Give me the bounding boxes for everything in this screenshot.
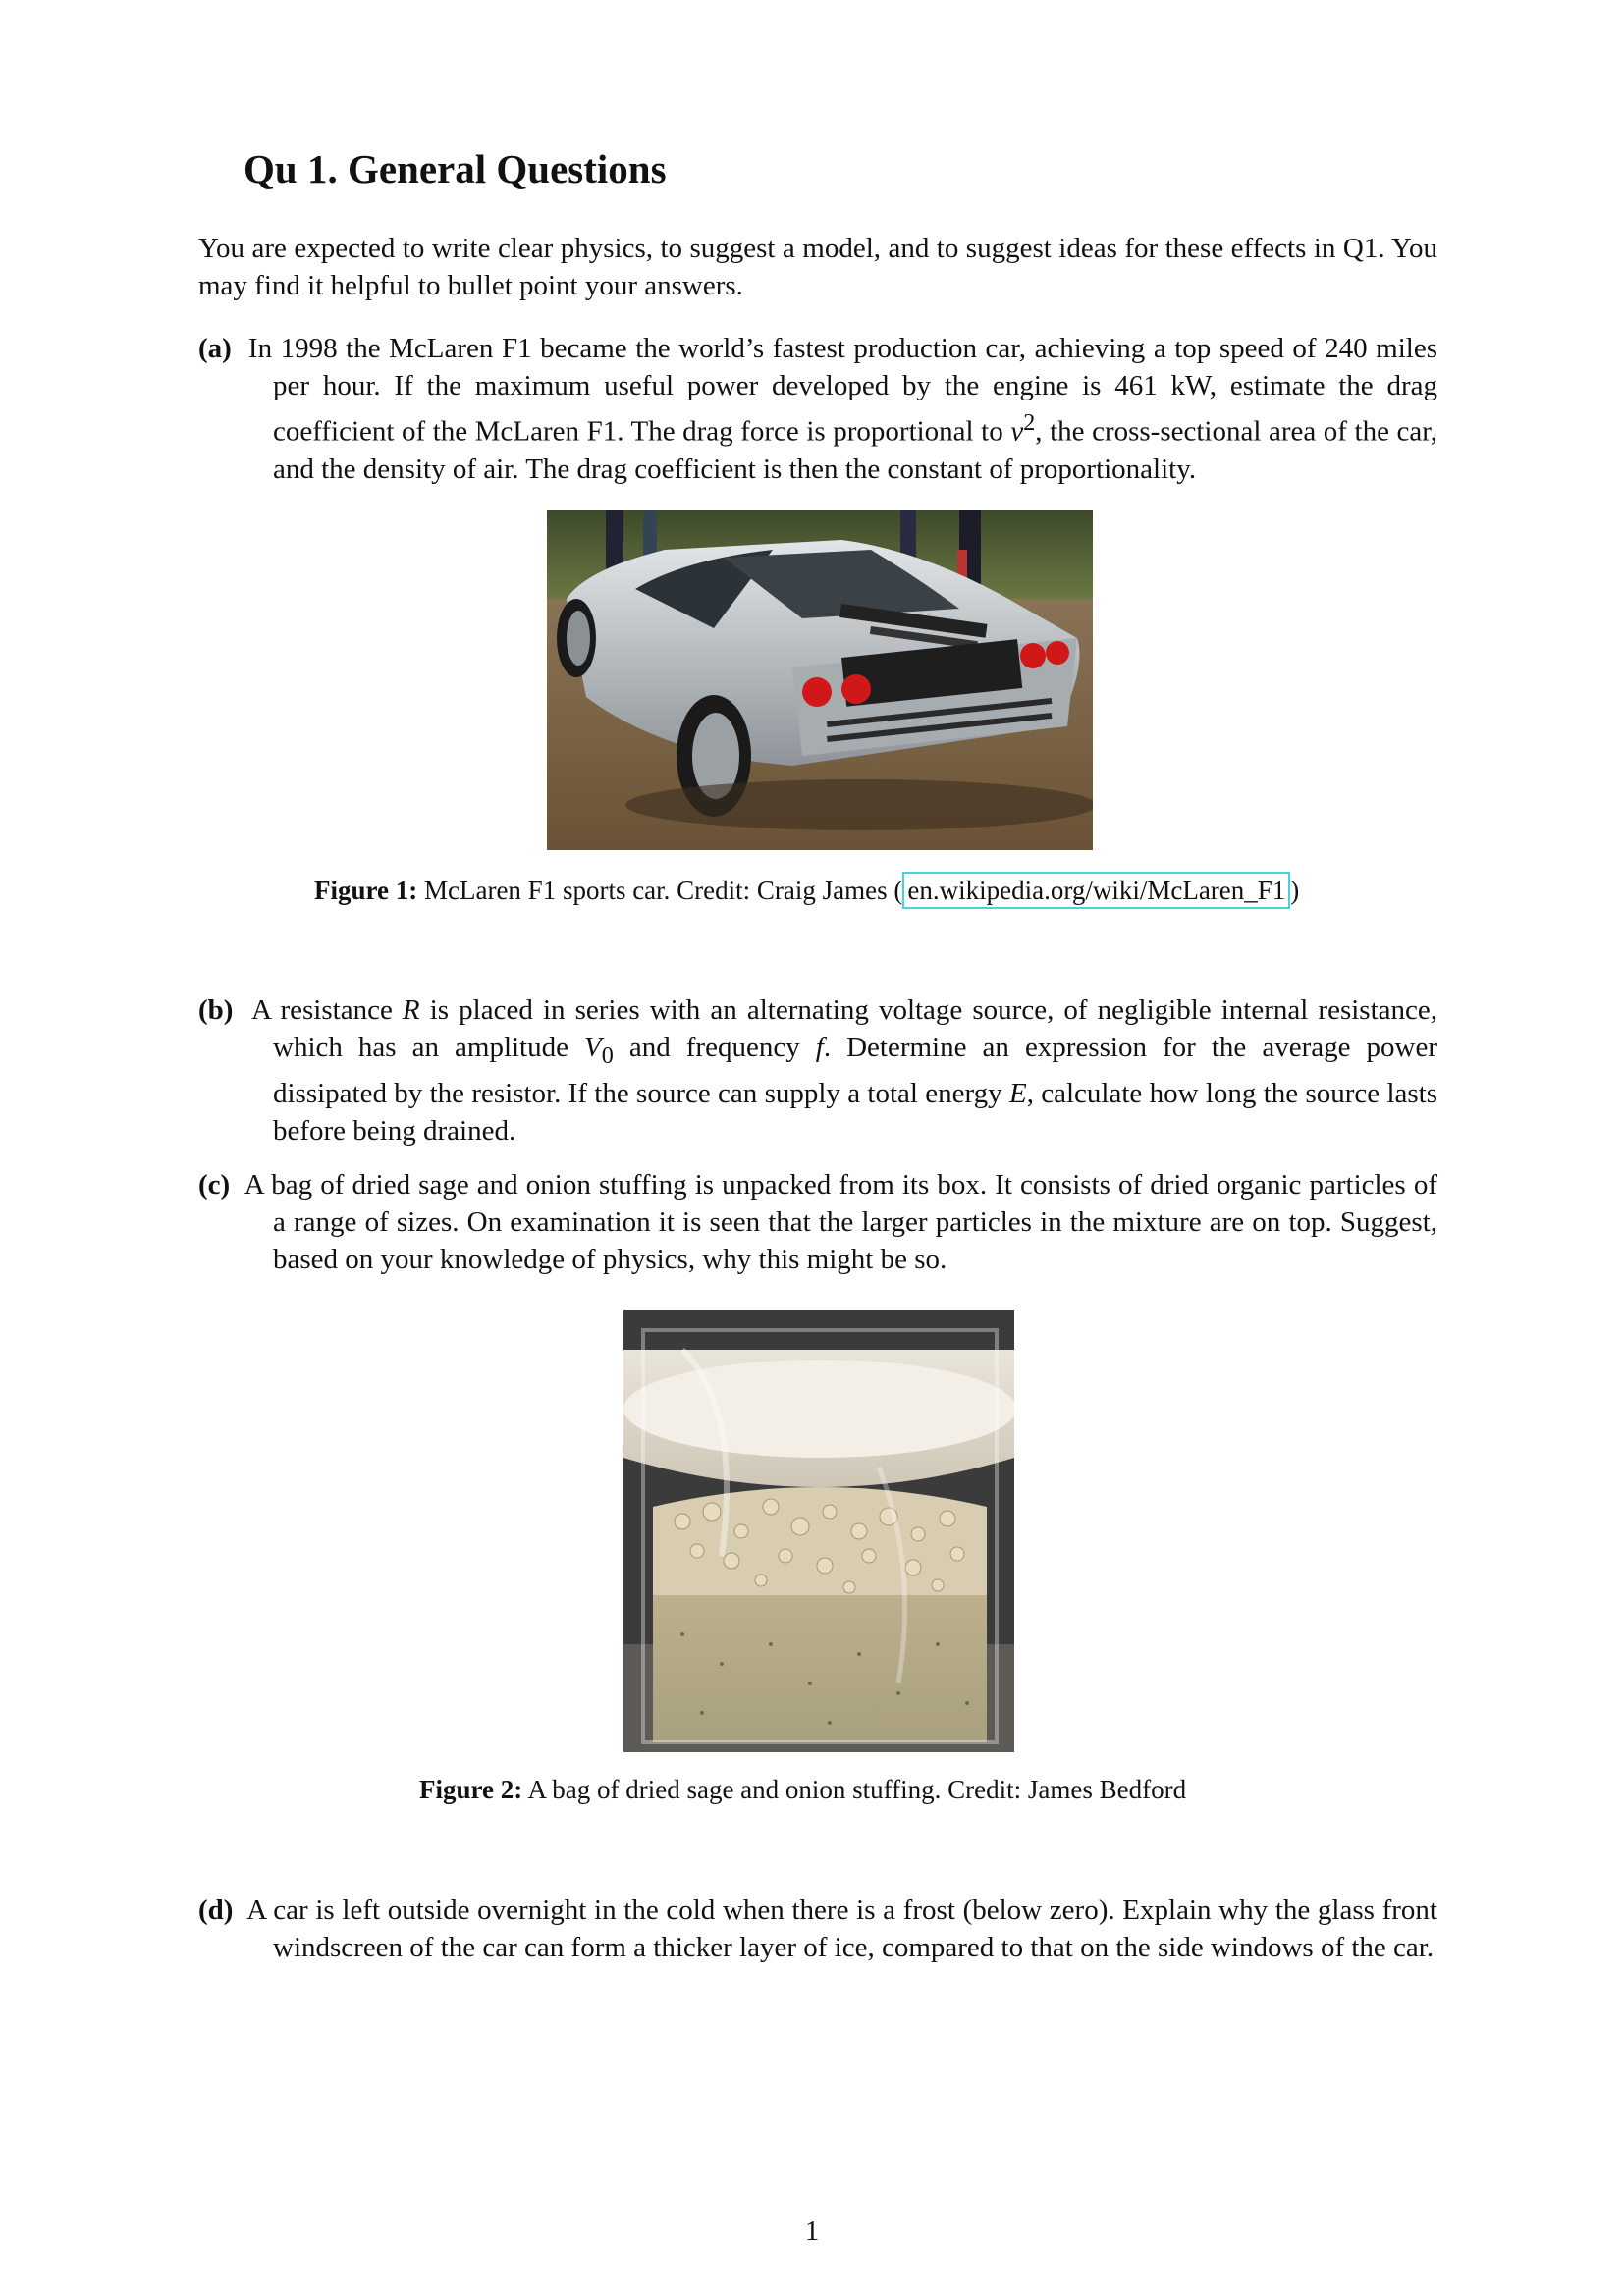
power-value: 461 kW (1114, 370, 1210, 401)
figure-2-caption (419, 1773, 1186, 1806)
figure-1-caption (314, 874, 1299, 907)
question-d-label: (d) (198, 1895, 234, 1926)
question-a-text-3: , the cross-sectional area of the car, and the density of air. The drag coefficient is then the constant of proportionality. (273, 415, 1438, 485)
frequency-symbol: f (815, 1032, 824, 1063)
question-b-text-5: , calculate how long the source lasts before being drained. (273, 1077, 1437, 1147)
question-d (198, 1892, 1437, 1966)
stuffing-bag-photo (623, 1310, 1014, 1752)
velocity-exponent: 2 (1023, 409, 1036, 436)
question-a (198, 330, 1437, 488)
mclaren-f1-photo (547, 510, 1093, 850)
question-b (198, 991, 1437, 1149)
question-a-text-1: In 1998 the McLaren F1 became the world’s fastest production car, achieving a top speed of 240 miles per hour. If the maximum useful power developed by the engine is (247, 333, 1437, 401)
question-d-text: A car is left outside overnight in the cold when there is a frost (below zero). Explain why the glass front windscreen of the car can form a thicker layer of ice, compared to that on the side windows of the car. (246, 1895, 1437, 1963)
question-a-text-2: , estimate the drag coefficient of the McLaren F1. The drag force is proportional to (273, 370, 1437, 448)
question-a-label: (a) (198, 333, 232, 364)
intro-paragraph: You are expected to write clear physics, to suggest a model, and to suggest ideas for these effects in Q1. You may find it helpful to bullet point your answers. (198, 233, 1437, 301)
question-c-text: A bag of dried sage and onion stuffing is unpacked from its box. It consists of dried organic particles of a range of sizes. On examination it is seen that the larger particles in the mixture are on top. Suggest, based on your knowledge of physics, why this might be so. (244, 1169, 1437, 1275)
figure-1-close-paren: ) (1290, 876, 1300, 905)
page-number: 1 (804, 2216, 820, 2247)
velocity-symbol: v (1010, 415, 1024, 448)
figure-1-label: Figure 1: (314, 876, 418, 905)
energy-symbol: E (1008, 1077, 1027, 1109)
figure-1-text: McLaren F1 sports car. Credit: Craig James ( (423, 876, 903, 905)
question-b-text-4: . Determine an expression for the average power dissipated by the resistor. If the source can supply a total energy (273, 1032, 1437, 1109)
resistance-symbol: R (402, 994, 420, 1026)
question-b-text-2: is placed in series with an alternating voltage source, of negligible internal resistance, which has an amplitude (273, 994, 1437, 1063)
voltage-subscript: 0 (601, 1041, 614, 1069)
question-c-label: (c) (198, 1169, 231, 1201)
question-b-text-3: and frequency (613, 1032, 816, 1063)
question-c (198, 1166, 1437, 1278)
figure-2-label: Figure 2: (419, 1775, 523, 1804)
section-heading: Qu 1. General Questions (244, 146, 667, 191)
voltage-symbol: V (584, 1032, 602, 1063)
question-b-label: (b) (198, 994, 234, 1026)
figure-1-wiki-link[interactable]: en.wikipedia.org/wiki/McLaren_F1 (902, 872, 1290, 909)
figure-2-text: A bag of dried sage and onion stuffing. Credit: James Bedford (527, 1775, 1187, 1804)
question-b-text-1: A resistance (251, 994, 403, 1026)
